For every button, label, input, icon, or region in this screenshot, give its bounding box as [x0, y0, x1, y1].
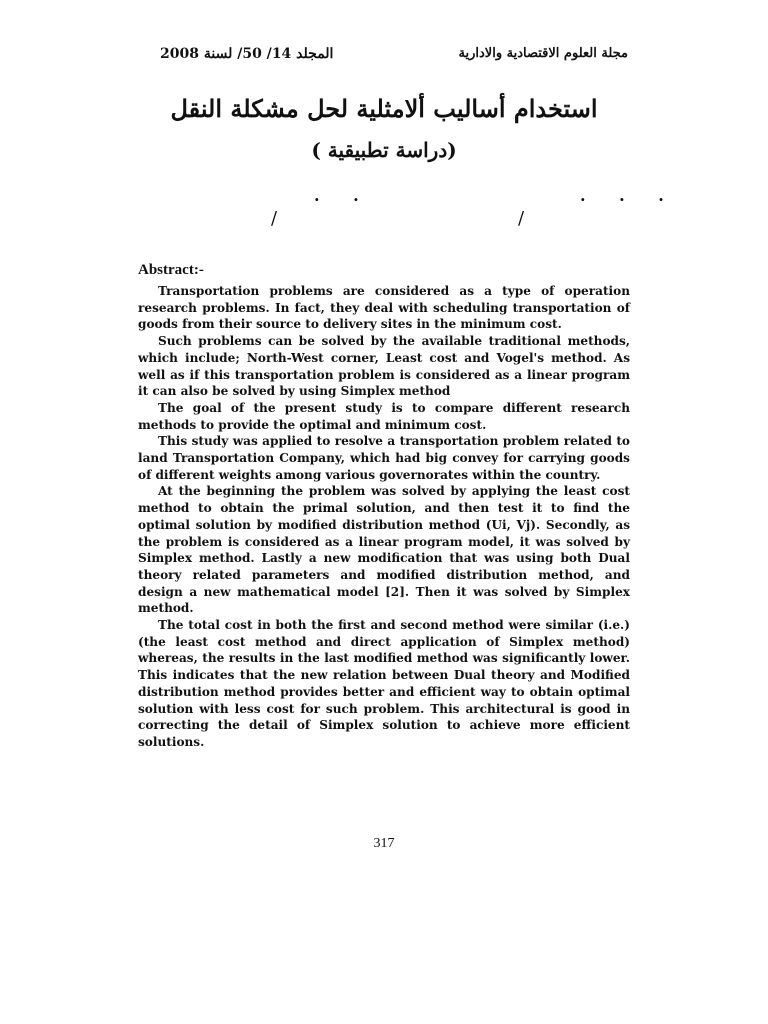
abstract-heading: Abstract:-	[138, 262, 204, 278]
abstract-body	[138, 283, 630, 751]
author-dots-right: . . .	[580, 186, 678, 205]
abstract-paragraph: This study was applied to resolve a transportation problem related to land Transportation Company, which had big convey for carrying goods of different weights among various governorates within the country.	[138, 434, 630, 482]
journal-name-header: مجلة العلوم الاقتصادية والادارية	[458, 46, 628, 61]
author-affiliation-slash-right: /	[518, 208, 525, 229]
paper-subtitle: (دراسة تطبيقية )	[311, 138, 457, 162]
author-dots-left: . .	[314, 186, 373, 205]
abstract-paragraph: The total cost in both the first and second method were similar (i.e.) (the least cost method and direct application of Simplex method) whereas, the results in the last modified method was significantly lower. This indicates that the new relation between Dual theory and Modified distribution method provides better and efficient way to obtain optimal solution with less cost for such problem. This architectural is good in correcting the detail of Simplex solution to achieve more efficient solutions.	[138, 618, 630, 749]
author-affiliation-slash-left: /	[271, 208, 278, 229]
page-number: 317	[373, 836, 395, 851]
abstract-paragraph: At the beginning the problem was solved by applying the least cost method to obtain the primal solution, and then test it to find the optimal solution by modified distribution method (Ui, Vj). Secondly, as the problem is considered as a linear program model, it was solved by Simplex method. Lastly a new modification that was using both Dual theory related parameters and modified distribution method, and design a new mathematical model [2]. Then it was solved by Simplex method.	[138, 484, 630, 616]
volume-issue-header: المجلد 14/ 50/ لسنة 2008	[160, 46, 334, 62]
abstract-paragraph: The goal of the present study is to compare different research methods to provide the optimal and minimum cost.	[138, 400, 630, 432]
abstract-paragraph: Transportation problems are considered as a type of operation research problems. In fact, they deal with scheduling transportation of goods from their source to delivery sites in the minimum cost.	[138, 284, 630, 332]
paper-title: استخدام أساليب ألامثلية لحل مشكلة النقل	[170, 94, 598, 123]
abstract-paragraph: Such problems can be solved by the available traditional methods, which include; North-West corner, Least cost and Vogel's method. As well as if this transportation problem is considered as a linear program it can also be solved by using Simplex method	[138, 334, 630, 399]
